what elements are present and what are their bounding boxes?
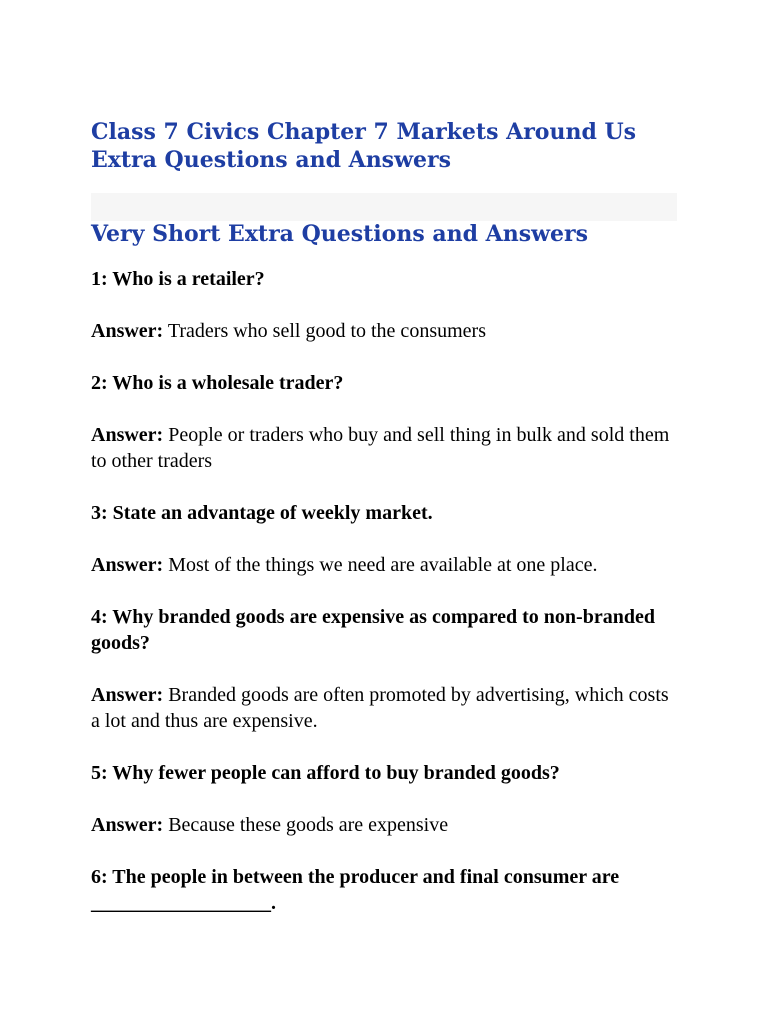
answer-label: Answer:: [91, 814, 164, 836]
answer-label: Answer:: [91, 684, 164, 706]
page-title: Class 7 Civics Chapter 7 Markets Around Us Extra Questions and Answers: [91, 119, 637, 173]
question-5: 5: Why fewer people can afford to buy branded goods?: [91, 762, 560, 784]
section-heading: Very Short Extra Questions and Answers: [91, 221, 589, 247]
answer-5: [91, 812, 681, 838]
question-3: 3: State an advantage of weekly market.: [91, 502, 433, 524]
divider-band: [91, 193, 677, 221]
document-page: [91, 118, 681, 174]
answer-3: [91, 552, 681, 578]
question-6: 6: The people in between the producer and final consumer are __________________.: [91, 866, 620, 914]
answer-text: People or traders who buy and sell thing in bulk and sold them to other traders: [91, 424, 670, 472]
answer-text: Branded goods are often promoted by advertising, which costs a lot and thus are expensive.: [91, 684, 669, 732]
qa-list: [91, 266, 681, 942]
answer-label: Answer:: [91, 424, 164, 446]
answer-text: Most of the things we need are available at one place.: [163, 554, 598, 576]
answer-label: Answer:: [91, 320, 164, 342]
question-1: 1: Who is a retailer?: [91, 268, 265, 290]
answer-text: Traders who sell good to the consumers: [163, 320, 486, 342]
answer-4: [91, 682, 681, 734]
question-4: 4: Why branded goods are expensive as compared to non-branded goods?: [91, 606, 655, 654]
answer-text: Because these goods are expensive: [163, 814, 449, 836]
answer-1: [91, 318, 681, 344]
answer-label: Answer:: [91, 554, 164, 576]
answer-2: [91, 422, 681, 474]
question-2: 2: Who is a wholesale trader?: [91, 372, 344, 394]
